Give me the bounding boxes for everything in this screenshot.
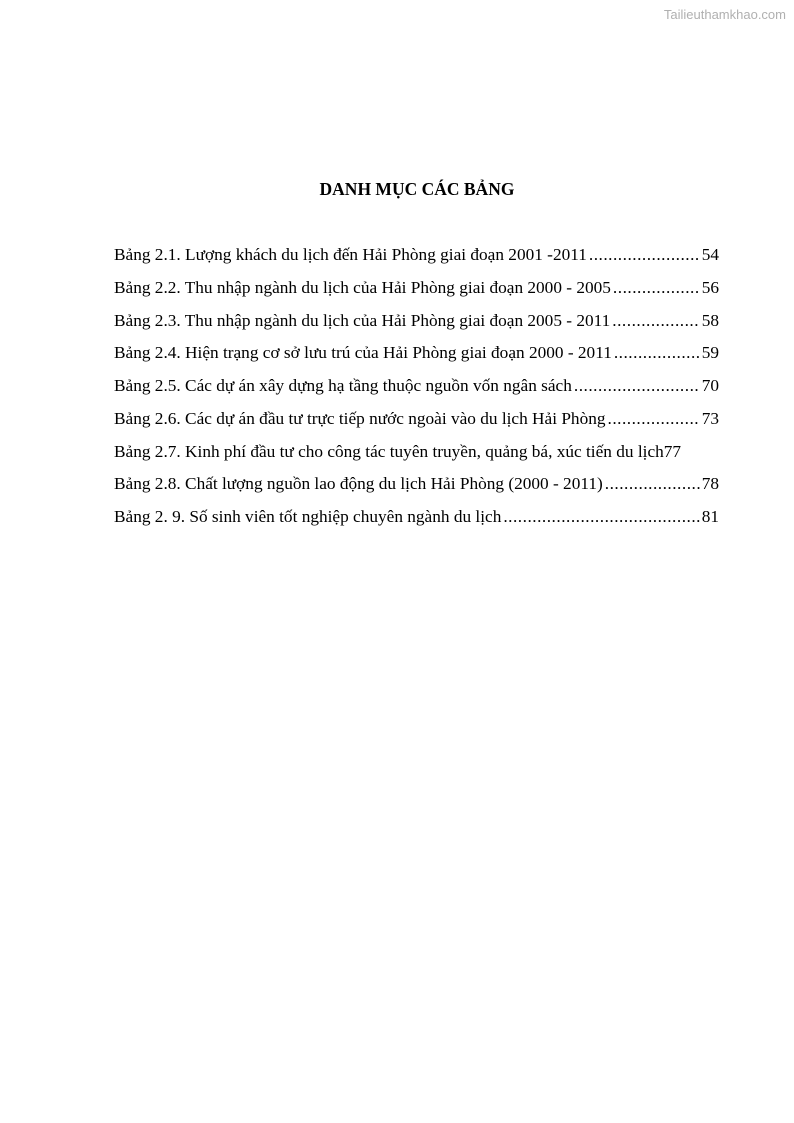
toc-entry-label: Bảng 2.5. Các dự án xây dựng hạ tầng thuộc nguồn vốn ngân sách bbox=[114, 376, 572, 395]
toc-entry-page: 59 bbox=[701, 343, 719, 363]
toc-entry-page: 77 bbox=[663, 441, 682, 461]
toc-entry-page: 81 bbox=[701, 507, 719, 526]
toc-entry[interactable] bbox=[114, 245, 719, 278]
toc-entry[interactable] bbox=[114, 376, 719, 409]
toc-entry-page: 56 bbox=[701, 277, 719, 297]
toc-entry-label: Bảng 2.3. Thu nhập ngành du lịch của Hải Phòng giai đoạn 2005 - 2011 bbox=[114, 310, 611, 330]
toc-entry-label: Bảng 2.4. Hiện trạng cơ sở lưu trú của Hải Phòng giai đoạn 2000 - 2011 bbox=[114, 343, 612, 363]
toc-entry[interactable] bbox=[114, 442, 719, 475]
dot-leader bbox=[574, 376, 700, 396]
toc-entry[interactable] bbox=[114, 474, 719, 507]
toc-entry-label: Bảng 2.6. Các dự án đầu tư trực tiếp nước ngoài vào du lịch Hải Phòng bbox=[114, 408, 606, 428]
page-title: DANH MỤC CÁC BẢNG bbox=[319, 179, 515, 199]
toc-entry-label: Bảng 2.2. Thu nhập ngành du lịch của Hải Phòng giai đoạn 2000 - 2005 bbox=[114, 277, 611, 297]
watermark: Tailieuthamkhao.com bbox=[663, 7, 786, 22]
toc-entry[interactable] bbox=[114, 278, 719, 311]
dot-leader bbox=[613, 278, 700, 298]
dot-leader bbox=[614, 343, 700, 363]
toc-entry-page: 58 bbox=[701, 310, 719, 330]
toc-entry-page: 73 bbox=[701, 408, 719, 428]
dot-leader bbox=[503, 507, 699, 527]
toc-entry-label: Bảng 2.1. Lượng khách du lịch đến Hải Phòng giai đoạn 2001 -2011 bbox=[114, 245, 587, 264]
toc-entry-label: Bảng 2.7. Kinh phí đầu tư cho công tác tuyên truyền, quảng bá, xúc tiến du lịch bbox=[114, 441, 664, 461]
toc-entry[interactable] bbox=[114, 409, 719, 442]
dot-leader bbox=[589, 245, 700, 265]
table-of-tables bbox=[114, 245, 719, 540]
dot-leader bbox=[608, 409, 700, 429]
toc-entry[interactable] bbox=[114, 507, 719, 540]
dot-leader bbox=[605, 474, 700, 494]
toc-entry[interactable] bbox=[114, 311, 719, 344]
toc-entry-page: 54 bbox=[701, 245, 719, 264]
toc-entry-label: Bảng 2.8. Chất lượng nguồn lao động du lịch Hải Phòng (2000 - 2011) bbox=[114, 474, 603, 494]
dot-leader bbox=[612, 311, 699, 331]
toc-entry-label: Bảng 2. 9. Số sinh viên tốt nghiệp chuyên ngành du lịch bbox=[114, 507, 502, 526]
toc-entry[interactable] bbox=[114, 343, 719, 376]
toc-entry-page: 78 bbox=[701, 474, 719, 494]
toc-entry-page: 70 bbox=[701, 376, 719, 395]
